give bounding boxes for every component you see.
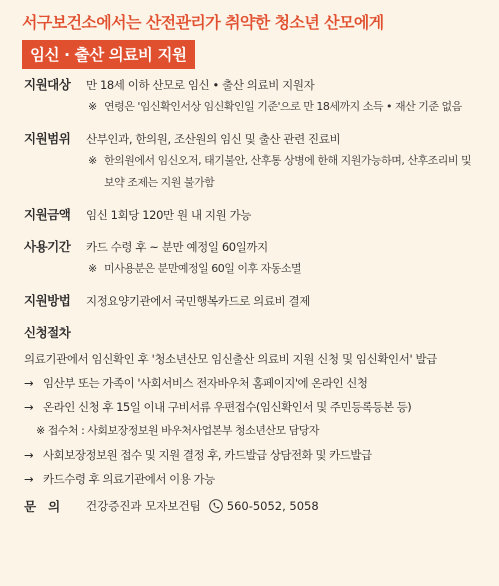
procedure-title: 신청절차	[24, 325, 71, 340]
arrow-icon: →	[24, 448, 34, 462]
item-value: 산부인과, 한의원, 조산원의 임신 및 출산 관련 진료비	[86, 132, 341, 146]
arrow-icon: →	[24, 400, 34, 414]
contact-row	[24, 497, 484, 515]
note-mark: ※	[88, 262, 97, 275]
procedure-step-text: 임산부 또는 가족이 '사회서비스 전자바우처 홈페이지'에 온라인 신청	[43, 376, 368, 390]
contact-label: 문의	[24, 499, 73, 514]
item-value: 카드 수령 후 ~ 분만 예정일 60일까지	[86, 240, 268, 254]
item-value: 임신 1회당 120만 원 내 지원 가능	[86, 208, 251, 222]
item-body	[86, 236, 484, 280]
content	[24, 74, 484, 515]
phone-icon	[209, 499, 223, 513]
item-body	[86, 128, 484, 194]
item-note	[88, 150, 484, 194]
note-mark: ※	[88, 100, 97, 113]
procedure-step-text: 카드수령 후 의료기관에서 이용 가능	[43, 472, 215, 486]
page-title: 서구보건소에서는 산전관리가 취약한 청소년 산모에게	[22, 13, 384, 32]
procedure-step	[24, 467, 484, 491]
arrow-icon: →	[24, 472, 34, 486]
item-label: 지원방법	[24, 293, 71, 308]
item-note	[88, 96, 484, 118]
procedure-intro: 의료기관에서 임신확인 후 '청소년산모 임신출산 의료비 지원 신청 및 임신확인서' 발급	[24, 352, 437, 366]
item-amount	[24, 204, 484, 226]
item-label: 지원범위	[24, 131, 71, 146]
item-scope	[24, 128, 484, 194]
procedure-step	[24, 371, 484, 395]
item-note-text: 미사용분은 분만예정일 60일 이후 자동소멸	[104, 262, 302, 275]
reception-note: ※ 접수처 : 사회보장정보원 바우처사업본부 청소년산모 담당자	[36, 424, 320, 437]
item-value: 지정요양기관에서 국민행복카드로 의료비 결제	[86, 294, 310, 308]
item-note-text: 연령은 '임신확인서상 임신확인일 기준'으로 만 18세까지 소득 • 재산 기준 없음	[104, 100, 462, 113]
arrow-icon: →	[24, 376, 34, 390]
item-body	[86, 290, 484, 312]
item-body	[86, 204, 484, 226]
item-target	[24, 74, 484, 118]
item-label: 지원금액	[24, 207, 71, 222]
item-note-text: 한의원에서 임신오저, 태기불안, 산후통 상병에 한해 지원가능하며, 산후조리비 및 보약 조제는 지원 불가함	[104, 154, 472, 189]
procedure-step-text: 온라인 신청 후 15일 이내 구비서류 우편접수(임신확인서 및 주민등록등본 등)	[43, 400, 412, 414]
procedure-step	[24, 443, 484, 467]
item-method	[24, 290, 484, 312]
procedure-section	[24, 322, 484, 491]
title-badge: 임신 · 출산 의료비 지원	[22, 40, 195, 69]
item-label: 사용기간	[24, 239, 71, 254]
header	[22, 10, 384, 69]
item-label: 지원대상	[24, 77, 71, 92]
contact-phone: 560-5052, 5058	[226, 499, 319, 513]
item-period	[24, 236, 484, 280]
item-value: 만 18세 이하 산모로 임신 • 출산 의료비 지원자	[86, 78, 315, 92]
procedure-step-text: 사회보장정보원 접수 및 지원 결정 후, 카드발급 상담전화 및 카드발급	[43, 448, 372, 462]
contact-team: 건강증진과 모자보건팀	[86, 499, 201, 513]
item-body	[86, 74, 484, 118]
note-mark: ※	[88, 154, 97, 167]
item-note	[88, 258, 484, 280]
procedure-step	[24, 395, 484, 419]
